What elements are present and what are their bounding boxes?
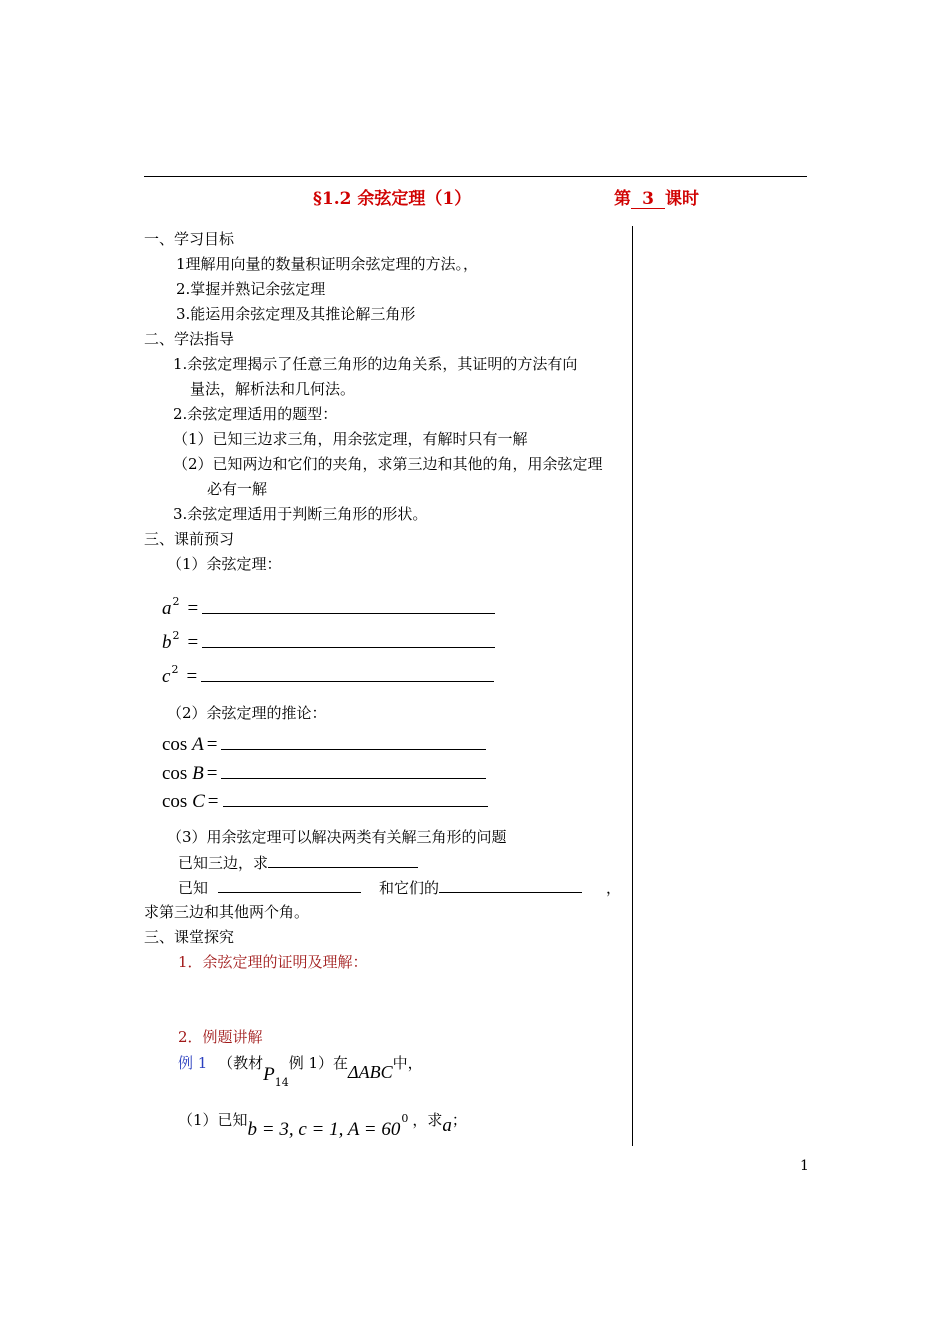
question-variable: a — [442, 1115, 452, 1136]
preview-part-1: （1）余弦定理： — [167, 555, 282, 573]
answer-blank[interactable] — [223, 791, 488, 807]
objective-item: 2.掌握并熟记余弦定理 — [176, 280, 326, 298]
question-condition: b = 3, c = 1, A = 60 — [247, 1119, 401, 1140]
corollary-cos-a — [162, 734, 486, 755]
section-heading-method: 二、学法指导 — [144, 330, 235, 348]
method-item-continued: 量法，解析法和几何法。 — [190, 380, 356, 398]
corollary-variable: B — [192, 763, 204, 784]
page-number: 1 — [800, 1158, 809, 1174]
column-divider — [632, 226, 633, 1146]
case-1-text: 已知三边，求 — [178, 854, 269, 872]
case-2-text-c: ， — [606, 879, 622, 897]
formula-equals: = — [187, 598, 199, 619]
objective-item: 1理解用向量的数量积证明余弦定理的方法。， — [176, 255, 479, 273]
example-text-c: 中， — [392, 1054, 423, 1072]
formula-exponent: 2 — [171, 663, 179, 676]
section-heading-preview: 三、课前预习 — [144, 530, 235, 548]
exploration-item-examples: 2．例题讲解 — [178, 1028, 263, 1046]
formula-variable: a — [162, 598, 172, 619]
degree-superscript: 0 — [401, 1112, 409, 1125]
method-item: 2.余弦定理适用的题型： — [173, 405, 338, 423]
formula-exponent: 2 — [172, 595, 180, 608]
corollary-variable: C — [192, 791, 205, 812]
lesson-suffix: 课时 — [665, 189, 699, 209]
answer-blank[interactable] — [221, 763, 486, 779]
method-subitem: （1）已知三边求三角，用余弦定理，有解时只有一解 — [173, 430, 528, 448]
corollary-equals: = — [206, 763, 218, 784]
textbook-page-p: P — [263, 1064, 275, 1085]
answer-blank[interactable] — [221, 734, 486, 750]
cos-function: cos — [162, 763, 188, 784]
objective-item: 3.能运用余弦定理及其推论解三角形 — [176, 305, 416, 323]
corollary-equals: = — [207, 791, 219, 812]
formula-equals: = — [186, 666, 198, 687]
formula-c-squared — [162, 660, 494, 687]
method-item: 1.余弦定理揭示了任意三角形的边角关系，其证明的方法有向 — [173, 355, 578, 373]
lesson-number — [614, 184, 699, 209]
formula-exponent: 2 — [172, 629, 180, 642]
case-2-text-a: 已知 — [178, 879, 209, 897]
case-2-text-b: 和它们的 — [379, 879, 440, 897]
example-label: 例 1 — [178, 1054, 208, 1072]
answer-blank[interactable] — [201, 666, 494, 682]
preview-part-2: （2）余弦定理的推论： — [167, 704, 327, 722]
lesson-number-value: 3 — [631, 190, 665, 209]
method-subitem: （2）已知两边和它们的夹角，求第三边和其他的角，用余弦定理 — [173, 455, 603, 473]
corollary-variable: A — [192, 734, 204, 755]
section-heading-exploration: 三、课堂探究 — [144, 928, 235, 946]
corollary-equals: = — [206, 734, 218, 755]
lesson-prefix: 第 — [614, 189, 631, 209]
example-text-b: 例 1）在 — [288, 1054, 349, 1072]
preview-part-3: （3）用余弦定理可以解决两类有关解三角形的问题 — [167, 828, 507, 846]
cos-function: cos — [162, 791, 188, 812]
formula-a-squared — [162, 592, 495, 619]
example-question-1 — [178, 1103, 467, 1140]
formula-b-squared — [162, 626, 495, 653]
textbook-page-number: 14 — [274, 1076, 289, 1089]
formula-equals: = — [187, 632, 199, 653]
formula-variable: c — [162, 666, 171, 687]
question-mid: ，求 — [412, 1111, 443, 1129]
answer-blank[interactable] — [439, 877, 582, 893]
problem-case-2-continued: 求第三边和其他两个角。 — [144, 903, 310, 921]
answer-blank[interactable] — [218, 877, 361, 893]
section-heading-objectives: 一、学习目标 — [144, 230, 235, 248]
method-item: 3.余弦定理适用于判断三角形的形状。 — [173, 505, 428, 523]
formula-variable: b — [162, 632, 172, 653]
corollary-cos-b — [162, 763, 486, 784]
answer-blank[interactable] — [202, 598, 495, 614]
triangle-abc: ΔABC — [348, 1062, 393, 1082]
exploration-item-proof: 1．余弦定理的证明及理解： — [178, 953, 368, 971]
cos-function: cos — [162, 734, 188, 755]
corollary-cos-c — [162, 791, 488, 812]
page-title: §1.2 余弦定理（1） — [313, 189, 472, 209]
answer-blank[interactable] — [202, 632, 495, 648]
example-text-a: （教材 — [218, 1054, 264, 1072]
answer-blank[interactable] — [268, 852, 418, 868]
question-end: ； — [451, 1111, 467, 1129]
header-rule — [144, 176, 807, 177]
example-1 — [178, 1052, 423, 1089]
problem-case-2 — [178, 877, 621, 898]
question-prefix: （1）已知 — [178, 1111, 248, 1129]
method-subitem-continued: 必有一解 — [207, 480, 268, 498]
problem-case-1 — [178, 852, 418, 873]
